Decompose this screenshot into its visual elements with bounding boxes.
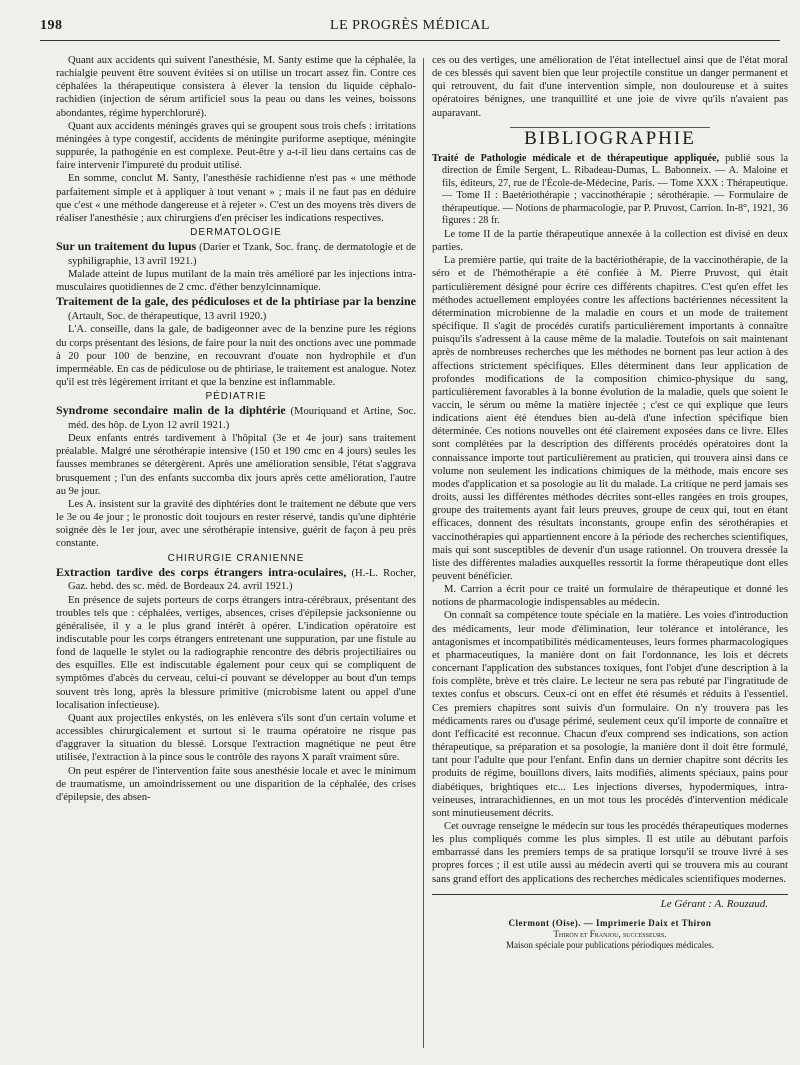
book-title: Traité de Pathologie médicale et de thérapeutique appliquée,	[432, 152, 720, 164]
journal-title: LE PROGRÈS MÉDICAL	[330, 18, 490, 33]
paragraph: En somme, conclut M. Santy, l'anesthésie rachidienne n'est pas « une méthode parfaitement simple et à appliquer à tout venant » ; mais il ne faut pas en déduire que c'est « une méthode dangereuse et à rejeter ». C'est un des moyens très divers de réaliser l'anesthésie ; aux chirurgiens d'en préciser les indications respectives.	[56, 173, 416, 224]
paragraph: ces ou des vertiges, une amélioration de l'état intellectuel ainsi que de l'état moral de ces blessés qui savent bien que leur projectile constitue un danger permanent et qui retrouvent, du fait d'une intervention simple, non douloureuse et à suites opératoires bénignes, une tranquillité et une joie de vivre qu'ils n'avaient pas auparavant.	[432, 55, 788, 119]
section-heading-pediatrie: PÉDIATRIE	[205, 391, 267, 403]
printer-speciality: Maison spéciale pour publications périodiques médicales.	[506, 939, 714, 950]
printer-imprint	[432, 918, 788, 951]
paragraph: Deux enfants entrés tardivement à l'hôpital (3e et 4e jour) sans traitement préalable. Malgré une sérothérapie intensive (150 et 190 cmc en 4 jours) seules les fausses membranes se détergèrent. Après une amélioration sensible, l'état s'aggrava brusquement ; l'un des enfants succomba dix jours après cette amélioration, l'autre au 9e jour.	[56, 433, 416, 497]
paragraph: Le tome II de la partie thérapeutique annexée à la collection est divisé en deux parties.	[432, 228, 788, 254]
paragraph: On connaît sa compétence toute spéciale en la matière. Les voies d'introduction des médicaments, leur mode d'élimination, leur tolérance et intolérance, les antagonismes et incompatibilités médicamenteuses, leurs formes pharmacologiques et pharmaceutiques, la manière dont on fait l'ordonnance, les lois et décrets concernant l'application des substances toxiques, font l'objet d'une description à la fois complète, brève et très claire. Le lecteur ne sera pas rebuté par l'ingratitude de textes confus et obscurs. Ceux-ci ont en effet été résumés et réduits à l'essentiel. Ces premiers chapitres sont suivis d'un formulaire. On n'y trouvera pas les médicaments rares ou d'usage périmé, seulement ceux qu'il importe de connaître et dont l'efficacité est reconnue. Chacun d'eux comprend ses indications, son action thérapeutique, sa préparation et sa posologie, la manière dont il doit être formulé, tant pour l'adulte que pour l'enfant. Enfin dans un dernier chapitre sont décrits les produits de régime, bouillons divers, laits modifiés, aliments spéciaux, pains pour diabétiques, brightiques etc... Les injections diverses, hypodermiques, intra-veineuses, intrarachidiennes, en un mot tous les procédés d'intervention médicale sont minutieusement décrits.	[432, 610, 788, 819]
paragraph: Cet ouvrage renseigne le médecin sur tous les procédés thérapeutiques modernes les plus compliqués comme les plus simples. Il est utile au débutant parfois embarrassé dans les premiers temps de sa pratique lorsqu'il se trouve livré à ses propres forces ; il est utile aussi au médecin averti qui se trouvera mis au courant sans grand effort des applications des recherches médicales scientifiques modernes.	[432, 820, 788, 885]
paragraph: M. Carrion a écrit pour ce traité un formulaire de thérapeutique et donné les notions de pharmacologie indispensables au médecin.	[432, 584, 788, 609]
book-details: publié sous la direction de Émile Sergent, L. Ribadeau-Dumas, L. Babonneix. — A. Maloine et fils, éditeurs, 27, rue de l'École-de-Médecine, Paris. — Tome XXX : Thérapeutique. — Tome II : Baetériothérapie ; vaccinothérapie ; sérothérapie. — Formulaire de thérapeutique. — Notions de pharmacologie, par P. Pruvost, Carrion. In-8°, 1921, 36 figures : 28 fr.	[442, 152, 788, 227]
gerant-line: Le Gérant : A. Rouzaud.	[432, 894, 788, 911]
printer-successors: Thiron et Franjou, successeurs.	[553, 928, 667, 939]
article-title: Syndrome secondaire malin de la diphtérie	[56, 403, 286, 418]
section-heading-chirurgie-cranienne: CHIRURGIE CRANIENNE	[167, 552, 305, 564]
article-title: Extraction tardive des corps étrangers intra-oculaires,	[56, 564, 347, 579]
article-heading	[56, 295, 416, 323]
column-divider	[423, 58, 424, 1048]
paragraph: L'A. conseille, dans la gale, de badigeonner avec de la benzine pure les régions du corps présentant des lésions, de faire pour la nuit des onctions avec une pommade à 20 pour 100 de benzine, en recouvrant d'ouate non hydrophile et d'un imperméable. En cas de pédiculose ou de phtiriase, le traitement est analogue. Notez qu'il est très légèrement irritant et que la benzine est inflammable.	[56, 324, 416, 388]
paragraph: Quant aux accidents qui suivent l'anesthésie, M. Santy estime que la céphalée, la rachialgie peuvent être souvent évitées si on utilise un trocart assez fin. Contre ces céphalées la thérapeutique consistera à élever la tension du liquide céphalo-rachidien (injection de sérum artificiel sous la peau ou dans les veines, boissons abondantes, régime hyperchloruré).	[56, 55, 416, 119]
article-reference: (Darier et Tzank, Soc. franç. de dermatologie et de syphiligraphie, 13 avril 1921.)	[68, 242, 416, 267]
printer-name: Clermont (Oise). — Imprimerie Daix et Thiron	[508, 917, 712, 928]
paragraph: Malade atteint de lupus mutilant de la main très amélioré par les injections intra-musculaires quotidiennes de 2 cmc. d'éther benzylcinnamique.	[56, 269, 416, 294]
article-reference: (Mouriquand et Artine, Soc. méd. des hôp. de Lyon 12 avril 1921.)	[68, 406, 416, 431]
page-header	[40, 18, 780, 38]
header-rule	[40, 40, 780, 41]
right-column	[432, 54, 788, 951]
paragraph: En présence de sujets porteurs de corps étrangers intra-cérébraux, présentant des troubles tels que : céphalées, vertiges, absences, crises d'épilepsie jacksonienne ou généralisée, il y a le plus grand intérêt à opérer. L'indication opératoire est indiscutable pour les corps étrangers entretenant une suppuration, par une fistule au fond de laquelle le stylet ou la radiographie rencontre des débris projectiliaires ou des esquilles. Elle est indiscutable également pour ceux qui se compliquent de symptômes d'abcès du cerveau, celui-ci pouvant se développer au bout d'un temps souvent très long, après la blessure primitive (microbisme latent ou appel d'une localisation infectieuse).	[56, 594, 416, 711]
paragraph: Quant aux projectiles enkystés, on les enlèvera s'ils sont d'un certain volume et accessibles chirurgicalement et surtout si le trauma opératoire ne risque pas d'aggraver la situation du blessé. Lorsque l'extraction magnétique ne peut être utilisée, l'extraction à la pince sous le contrôle des rayons X paraît vraiment sûre.	[56, 712, 416, 764]
paragraph: On peut espérer de l'intervention faite sous anesthésie locale et avec le minimum de traumatisme, un amoindrissement ou une disparition de la céphalée, des crises d'épilepsie, des absen-	[56, 765, 416, 803]
left-column	[56, 54, 416, 804]
paragraph: Les A. insistent sur la gravité des diphtéries dont le traitement ne débute que vers le 3e ou 4e jour ; le pronostic doit toujours en rester réservé, tandis qu'une diphtérie soignée dès le 1er jour, avec une sérothérapie intensive, guérit de façon à peu près constante.	[56, 498, 416, 550]
article-reference: (Artault, Soc. de thérapeutique, 13 avril 1920.)	[68, 310, 267, 322]
article-heading	[56, 240, 416, 268]
paragraph: Quant aux accidents méningés graves qui se groupent sous trois chefs : irritations méningées à type congestif, accidents de méningite puriforme aseptique, méningite suppurée, la pathogénie en est complexe. Peut-être y a-t-il lieu dans certains cas de faire intervenir l'impureté du produit utilisé.	[56, 120, 416, 172]
article-reference: (H.-L. Rocher, Gaz. hebd. des sc. méd. de Bordeaux 24. avril 1921.)	[68, 567, 416, 593]
section-heading-dermatologie: DERMATOLOGIE	[190, 227, 282, 239]
page-number: 198	[40, 18, 63, 33]
paragraph: La première partie, qui traite de la bactériothérapie, de la vaccinothérapie, de la séro et de l'hémothérapie a été confiée à M. Pierre Pruvost, qui était particulièrement désigné pour écrire ces différents chapitres. C'est qu'en effet les méthodes actuellement employées contre les affections bactériennes nécessitent la détermination microbienne de la maladie en cours et un mode de traitement spécifique. Il s'agit de procédés curatifs particulièrement importants à connaître puisqu'ils s'adressent à la cause même de la maladie. Toutefois on sait maintenant après de nombreuses recherches que les méthodes ne bornent pas leur action à des affections strictement spécifiques. Elles déterminent dans leur application de profondes modifications de la composition chimico-physique du sang, particulièrement favorables à la bonne évolution de la maladie, quels que soient le vaccin, le sérum ou même la matière injectée ; c'est ce qui explique que leurs indications aient été étendues bien au-delà d'une infection spécifique bien déterminée. Ces notions nouvelles ont été clairement exposées dans ce livre. Elles sont complétées par la description des différents procédés opératoires dont la connaissance importe tout particulièrement au praticien, qui trouvera ainsi dans ce volume non seulement les indications chimiques de la méthode, mais encore ses modes d'application et sa posologie au lit du malade. La critique ne perd jamais ses droits, aussi les différentes méthodes décrites sont-elles rangées en trois groupes, groupe des traitements ayant fait leurs preuves, groupe de ceux qui, tout en étant efficaces, donnent des résultats inconstants, groupe enfin des sérothérapies et vaccinothérapies qui appartiennent encore à la période des recherches scientifiques, mais qui sont susceptibles de devenir d'un usage rationnel. On trouvera dressée la liste des différentes maladies auxquelles ressortit la forme thérapeutique dont elles peuvent bénéficier.	[432, 255, 788, 582]
article-heading	[56, 566, 416, 594]
article-title: Traitement de la gale, des pédiculoses et de la phtiriase par la benzine	[56, 294, 416, 309]
bibliographie-heading: BIBLIOGRAPHIE	[524, 127, 696, 149]
article-heading	[56, 404, 416, 432]
article-title: Sur un traitement du lupus	[56, 239, 197, 254]
book-reference	[432, 153, 788, 228]
